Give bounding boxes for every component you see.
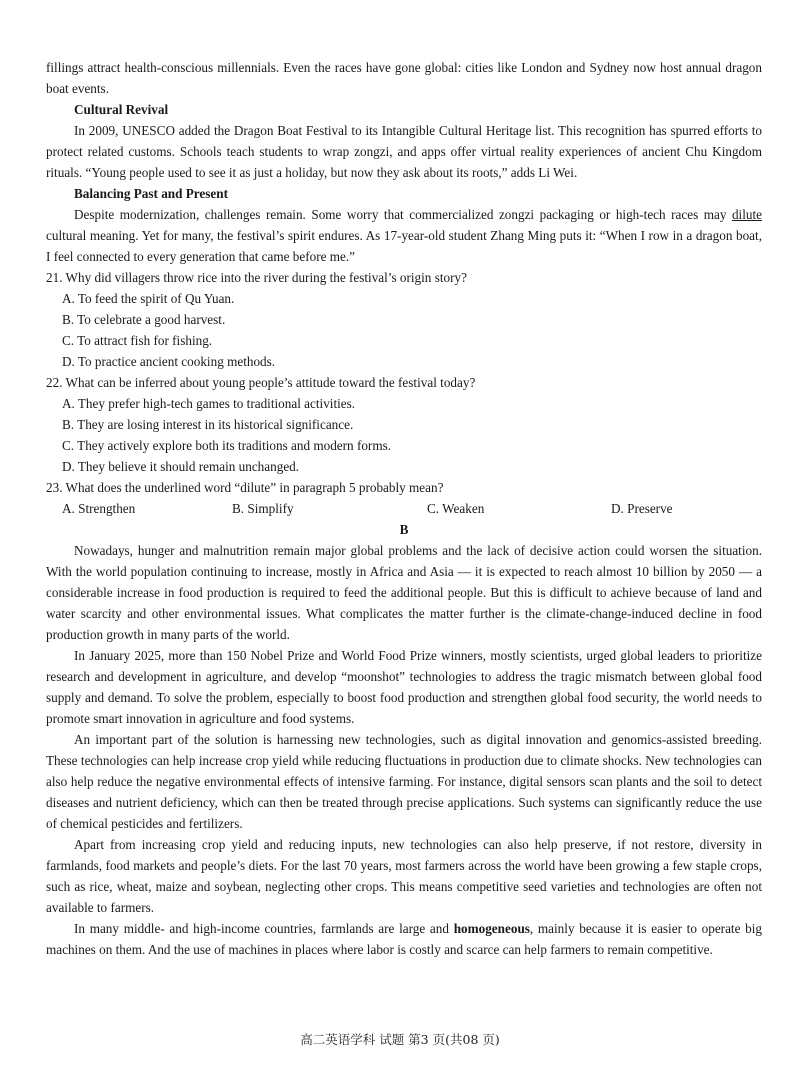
question-22-option-c: C. They actively explore both its traditions and modern forms. bbox=[62, 438, 392, 453]
paragraph-5-text-2: , mainly because it is easier to operate big machines on them. And the use of machines in places where labor is costly and scarce can help farmers to remain competitive. bbox=[46, 921, 762, 957]
question-23-stem: 23. What does the underlined word “dilute” in paragraph 5 probably mean? bbox=[46, 480, 444, 495]
heading-cultural-revival: Cultural Revival bbox=[74, 102, 169, 117]
question-22-option-a: A. They prefer high-tech games to traditional activities. bbox=[62, 396, 356, 411]
heading-balancing: Balancing Past and Present bbox=[74, 186, 228, 201]
bold-word-homogeneous: homogeneous bbox=[453, 921, 530, 936]
passage-b-paragraph-2: In January 2025, more than 150 Nobel Prize and World Food Prize winners, mostly scientists, urged global leaders to prioritize research and development in agriculture, and develop “moonshot” technologies to address the tragic mismatch between global food supply and demand. To solve the problem, especially to boost food production and strengthen global food security, the world needs to promote smart innovation in agriculture and food systems. bbox=[46, 648, 762, 726]
question-22-stem: 22. What can be inferred about young people’s attitude toward the festival today? bbox=[46, 375, 476, 390]
question-23-option-c: C. Weaken bbox=[427, 501, 485, 516]
question-21-option-d: D. To practice ancient cooking methods. bbox=[62, 354, 276, 369]
balancing-text-2: cultural meaning. Yet for many, the festival’s spirit endures. As 17-year-old student Zhang Ming puts it: “When I row in a dragon boat, I feel connected to every generation that came before me.” bbox=[46, 228, 762, 264]
question-23-option-a: A. Strengthen bbox=[62, 501, 136, 516]
question-23-option-d: D. Preserve bbox=[611, 501, 673, 516]
page-footer: 高二英语学科 试题 第3 页(共08 页) bbox=[300, 1032, 500, 1047]
passage-b-paragraph-1: Nowadays, hunger and malnutrition remain major global problems and the lack of decisive action could worsen the situation. With the world population continuing to increase, mostly in Africa and Asia — it is expected to reach almost 10 billion by 2050 — a considerable increase in food production is required to feed the additional people. But this is difficult to achieve because of land and water scarcity and other environmental issues. What complicates the matter further is the climate-change-induced decline in food production growth in many parts of the world. bbox=[46, 543, 762, 642]
document-page bbox=[46, 57, 762, 960]
balancing-text-1: Despite modernization, challenges remain. Some worry that commercialized zongzi packaging or high-tech races may bbox=[74, 207, 727, 222]
question-21-option-c: C. To attract fish for fishing. bbox=[62, 333, 213, 348]
question-21-stem: 21. Why did villagers throw rice into the river during the festival’s origin story? bbox=[46, 270, 467, 285]
question-22-option-d: D. They believe it should remain unchanged. bbox=[62, 459, 300, 474]
paragraph-cultural-revival: In 2009, UNESCO added the Dragon Boat Festival to its Intangible Cultural Heritage list. This recognition has spurred efforts to protect related customs. Schools teach students to wrap zongzi, and apps offer virtual reality experiences of ancient Chu Kingdom rituals. “Young people used to see it as just a holiday, but now they ask about its roots,” adds Li Wei. bbox=[46, 123, 762, 180]
passage-b-paragraph-4: Apart from increasing crop yield and reducing inputs, new technologies can also help preserve, if not restore, diversity in farmlands, food markets and people’s diets. For the last 70 years, most farmers across the world have been growing a few staple crops, such as rice, wheat, maize and soybean, neglecting other crops. This means competitive seed varieties and technologies are often not available to farmers. bbox=[46, 837, 762, 915]
section-b-title: B bbox=[399, 522, 409, 537]
question-22-option-b: B. They are losing interest in its historical significance. bbox=[62, 417, 354, 432]
question-21-option-a: A. To feed the spirit of Qu Yuan. bbox=[62, 291, 235, 306]
passage-b-paragraph-5 bbox=[46, 918, 762, 960]
paragraph-festival-modern: fillings attract health-conscious millennials. Even the races have gone global: cities like London and Sydney now host annual dragon boat events. bbox=[46, 60, 762, 96]
paragraph-balancing bbox=[46, 204, 762, 267]
paragraph-5-text-1: In many middle- and high-income countries, farmlands are large and bbox=[74, 921, 449, 936]
question-23-options bbox=[46, 498, 762, 519]
question-23-option-b: B. Simplify bbox=[232, 501, 294, 516]
passage-b-paragraph-3: An important part of the solution is harnessing new technologies, such as digital innovation and genomics-assisted breeding. These technologies can help increase crop yield while reducing fluctuations in production due to climate shocks. New technologies can also help reduce the negative environmental effects of intensive farming. For instance, digital sensors scan plants and the soil to detect diseases and nutrient deficiency, which can then be treated through precise applications. Such systems can significantly reduce the use of chemical pesticides and fertilizers. bbox=[46, 732, 762, 831]
question-21-option-b: B. To celebrate a good harvest. bbox=[62, 312, 226, 327]
underlined-word-dilute: dilute bbox=[731, 207, 762, 222]
